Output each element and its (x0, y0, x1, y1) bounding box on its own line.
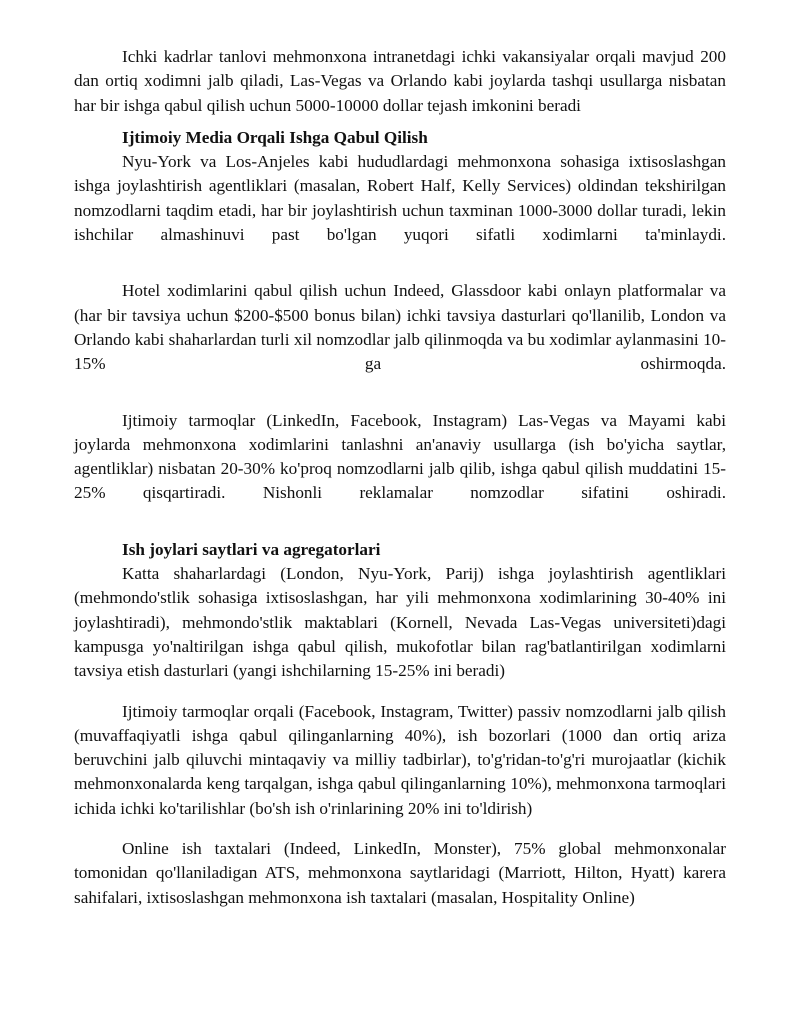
paragraph-passive-candidates: Ijtimoiy tarmoqlar orqali (Facebook, Instagram, Twitter) passiv nomzodlarni jalb qilish (muvaffaqiyatli ishga qabul qilinganlarning 40%), ish bozorlari (1000 dan ortiq ariza beruvchini jalb qiluvchi mintaqaviy va milliy tadbirlar), to'g'ridan-to'g'ri murojaatlar (kichik mehmonxonalarda keng tarqalgan, ishga qabul qilinganlarning 10%), mehmonxona tarmoqlari ichida ichki ko'tarilishlar (bo'sh ish o'rinlarining 20% ini to'ldirish) (74, 701, 726, 818)
heading-social-media-recruiting: Ijtimoiy Media Orqali Ishga Qabul Qilish (122, 127, 428, 147)
paragraph-online-job-boards: Online ish taxtalari (Indeed, LinkedIn, Monster), 75% global mehmonxonalar tomonidan qo'llaniladigan ATS, mehmonxona saytlaridagi (Marriott, Hilton, Hyatt) karera sahifalari, ixtisoslashgan mehmonxona ish taxtalari (masalan, Hospitality Online) (74, 839, 726, 907)
paragraph-social-networks: Ijtimoiy tarmoqlar (LinkedIn, Facebook, Instagram) Las-Vegas va Mayami kabi joylarda mehmonxona xodimlarini tanlashni an'anaviy usullarga (ish bo'yicha saytlar, agentliklar) nisbatan 20-30% ko'proq nomzodlarni jalb qilib, ishga qabul qilish muddatini 15-25% qisqartiradi. Nishonli reklamalar nomzodlar sifatini oshiradi. (74, 410, 726, 503)
paragraph-online-platforms: Hotel xodimlarini qabul qilish uchun Indeed, Glassdoor kabi onlayn platformalar va (har bir tavsiya uchun $200-$500 bonus bilan) ichki tavsiya dasturlari qo'llanilib, London va Orlando kabi shaharlardan turli xil nomzodlar jalb qilinmoqda va bu xodimlar aylanmasini 10-15% ga oshirmoqda. (74, 281, 726, 374)
paragraph-staffing-agencies: Nyu-York va Los-Anjeles kabi hududlardagi mehmonxona sohasiga ixtisoslashgan ishga joylashtirish agentliklari (masalan, Robert Half, Kelly Services) oldindan tekshirilgan nomzodlarni taqdim etadi, har bir joylashtirish uchun taxminan 1000-3000 dollar turadi, lekin ishchilar almashinuvi past bo'lgan yuqori sifatli xodimlarni ta'minlaydi. (74, 152, 726, 245)
paragraph-recruitment-agencies: Katta shaharlardagi (London, Nyu-York, Parij) ishga joylashtirish agentliklari (mehmondo'stlik sohasiga ixtisoslashgan, har yili mehmonxona xodimlarining 30-40% ini joylashtiradi), mehmondo'stlik maktablari (Kornell, Nevada Las-Vegas universiteti)dagi kampusga yo'naltirilgan ishga qabul qilish, mukofotlar bilan rag'batlantirilgan xodimlarni tavsiya etish dasturlari (yangi ishchilarning 15-25% ini beradi) (74, 564, 726, 681)
heading-job-sites: Ish joylari saytlari va agregatorlari (122, 539, 381, 559)
paragraph-internal-selection: Ichki kadrlar tanlovi mehmonxona intranetdagi ichki vakansiyalar orqali mavjud 200 dan ortiq xodimni jalb qiladi, Las-Vegas va Orlando kabi joylarda tashqi usullarga nisbatan har bir ishga qabul qilish uchun 5000-10000 dollar tejash imkonini beradi (74, 47, 726, 115)
